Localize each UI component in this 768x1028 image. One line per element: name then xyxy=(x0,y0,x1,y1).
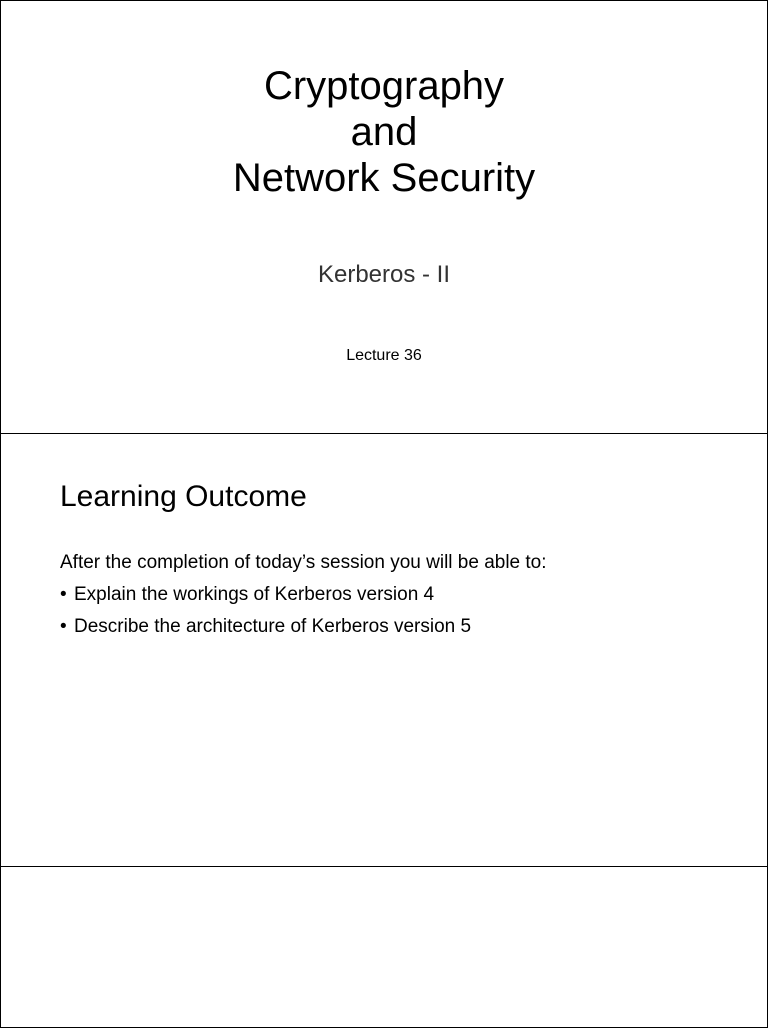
bullet-item xyxy=(60,583,471,607)
intro-text: After the completion of today’s session you will be able to: xyxy=(60,552,547,573)
slide-heading: Learning Outcome xyxy=(60,480,307,513)
lecture-number: Lecture 36 xyxy=(346,347,422,364)
title-line-1: Cryptography xyxy=(263,64,505,108)
title-line-2: and xyxy=(350,110,418,154)
bullet-icon: • xyxy=(60,584,67,605)
bullet-text: Describe the architecture of Kerberos version 5 xyxy=(74,616,472,637)
title-line-3: Network Security xyxy=(232,156,536,200)
bullet-list xyxy=(60,583,471,647)
bullet-item xyxy=(60,615,471,639)
slide-learning-outcome xyxy=(0,433,768,867)
slide-subtitle: Kerberos - II xyxy=(317,261,451,288)
slide-title xyxy=(0,0,768,434)
bullet-icon: • xyxy=(60,616,67,637)
bullet-text: Explain the workings of Kerberos version 4 xyxy=(74,584,435,605)
slide-title-heading xyxy=(1,63,767,201)
slide-blank xyxy=(0,866,768,1028)
